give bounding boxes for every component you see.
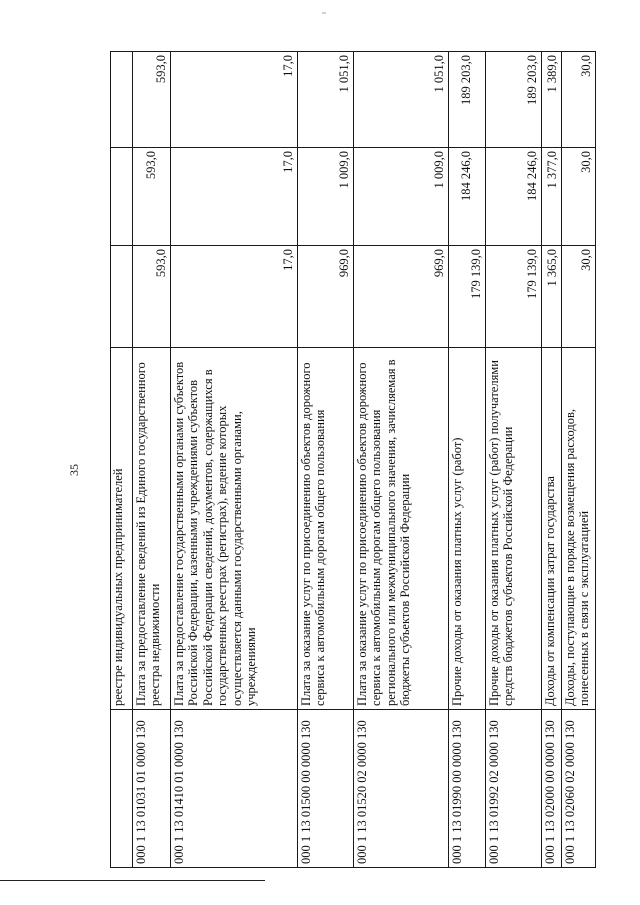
cell-code: 000 1 13 01520 02 0000 130 [354, 710, 449, 868]
cell-code: 000 1 13 01992 02 0000 130 [486, 710, 542, 868]
table-row [354, 52, 449, 868]
cell-value-2: 30,0 [562, 148, 596, 246]
table-row [171, 52, 298, 868]
cell-value-3: 17,0 [171, 52, 298, 148]
cell-value-2: 1 009,0 [298, 148, 354, 246]
cell-value-2: 184 246,0 [449, 148, 486, 246]
cell-description: Плата за оказание услуг по присоединению объектов дорожного сервиса к автомобильным дорогам общего пользования регионального или межмуниципального значения, зачисляемая в бюджеты субъектов Российской Федерации [354, 348, 449, 710]
page-number: 35 [67, 464, 81, 476]
cell-value-3: 1 389,0 [542, 52, 562, 148]
cell-code: 000 1 13 01500 00 0000 130 [298, 710, 354, 868]
cell-description: Доходы, поступающие в порядке возмещения расходов, понесенных в связи с эксплуатацией [562, 348, 596, 710]
cell-value-2: 593,0 [133, 148, 171, 246]
cell-value-1: 1 365,0 [542, 246, 562, 348]
table-row [486, 52, 542, 868]
cell-value-3: 189 203,0 [449, 52, 486, 148]
table-row [298, 52, 354, 868]
cell-description: Плата за оказание услуг по присоединению объектов дорожного сервиса к автомобильным дорогам общего пользования [298, 348, 354, 710]
table-row [111, 52, 133, 868]
cell-description: Прочие доходы от оказания платных услуг (работ) [449, 348, 486, 710]
revenue-table-region [110, 52, 595, 868]
cell-value-3: 593,0 [133, 52, 171, 148]
cell-description: Плата за предоставление сведений из Единого государственного реестра недвижимости [133, 348, 171, 710]
table-row [449, 52, 486, 868]
footer-rule [0, 880, 265, 881]
cell-value-3: 1 051,0 [298, 52, 354, 148]
cell-value-2 [111, 148, 133, 246]
cell-code [111, 710, 133, 868]
cell-description: Прочие доходы от оказания платных услуг (работ) получателями средств бюджетов субъектов Российской Федерации [486, 348, 542, 710]
cell-value-1: 593,0 [133, 246, 171, 348]
cell-value-1: 17,0 [171, 246, 298, 348]
cell-description: Плата за предоставление государственными органами субъектов Российской Федерации, казенными учреждениями субъектов Российской Федерации сведений, документов, содержащихся в государственных реестрах (регистрах), ведение которых осуществляется данными государственными органами, учреждениями [171, 348, 298, 710]
cell-value-2: 1 009,0 [354, 148, 449, 246]
cell-code: 000 1 13 01410 01 0000 130 [171, 710, 298, 868]
scan-artifact [322, 12, 326, 14]
revenue-table [110, 51, 596, 868]
cell-description: реестре индивидуальных предпринимателей [111, 348, 133, 710]
rotated-table-container [110, 52, 595, 868]
cell-value-3: 30,0 [562, 52, 596, 148]
cell-code: 000 1 13 01990 00 0000 130 [449, 710, 486, 868]
cell-value-2: 184 246,0 [486, 148, 542, 246]
table-row [133, 52, 171, 868]
cell-value-3: 1 051,0 [354, 52, 449, 148]
cell-value-1: 969,0 [298, 246, 354, 348]
cell-value-1 [111, 246, 133, 348]
cell-value-1: 179 139,0 [486, 246, 542, 348]
cell-value-2: 17,0 [171, 148, 298, 246]
cell-value-3 [111, 52, 133, 148]
cell-value-1: 179 139,0 [449, 246, 486, 348]
cell-value-1: 969,0 [354, 246, 449, 348]
cell-code: 000 1 13 01031 01 0000 130 [133, 710, 171, 868]
cell-description: Доходы от компенсации затрат государства [542, 348, 562, 710]
cell-value-3: 189 203,0 [486, 52, 542, 148]
cell-code: 000 1 13 02060 02 0000 130 [562, 710, 596, 868]
table-row [562, 52, 596, 868]
cell-value-2: 1 377,0 [542, 148, 562, 246]
cell-value-1: 30,0 [562, 246, 596, 348]
table-row [542, 52, 562, 868]
cell-code: 000 1 13 02000 00 0000 130 [542, 710, 562, 868]
